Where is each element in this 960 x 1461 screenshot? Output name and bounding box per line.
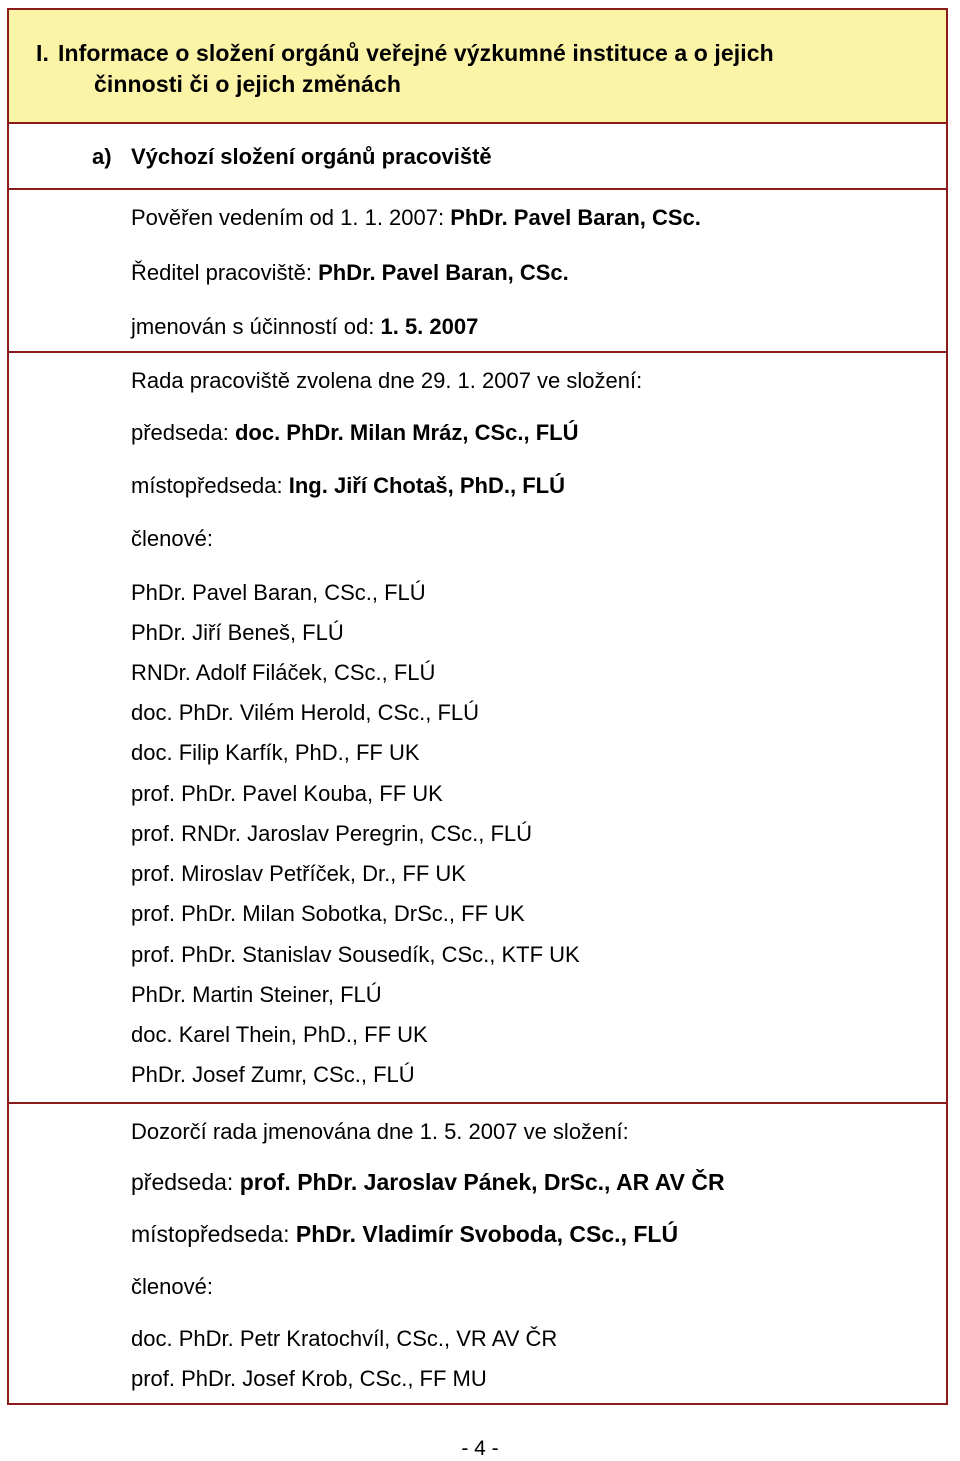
council-member: PhDr. Martin Steiner, FLÚ bbox=[131, 982, 382, 1007]
section-title-line1: Informace o složení orgánů veřejné výzkumné instituce a o jejich bbox=[58, 40, 774, 66]
council-intro: Rada pracoviště zvolena dne 29. 1. 2007 ve složení: bbox=[131, 368, 643, 393]
council-member: prof. PhDr. Pavel Kouba, FF UK bbox=[131, 781, 443, 806]
council-member: doc. PhDr. Vilém Herold, CSc., FLÚ bbox=[131, 700, 480, 725]
section-header bbox=[9, 10, 946, 124]
separator bbox=[9, 1102, 946, 1104]
director-line: Ředitel pracoviště: PhDr. Pavel Baran, CSc. bbox=[131, 260, 569, 285]
council-member: RNDr. Adolf Filáček, CSc., FLÚ bbox=[131, 660, 436, 685]
council-member: PhDr. Jiří Beneš, FLÚ bbox=[131, 620, 344, 645]
separator bbox=[9, 188, 946, 190]
supervisory-chair: předseda: prof. PhDr. Jaroslav Pánek, DrSc., AR AV ČR bbox=[131, 1169, 725, 1195]
council-chair: předseda: doc. PhDr. Milan Mráz, CSc., FLÚ bbox=[131, 420, 579, 445]
council-vice: místopředseda: Ing. Jiří Chotaš, PhD., FLÚ bbox=[131, 473, 565, 498]
council-member: PhDr. Pavel Baran, CSc., FLÚ bbox=[131, 580, 426, 605]
council-members-label: členové: bbox=[131, 526, 213, 551]
council-member: doc. Filip Karfík, PhD., FF UK bbox=[131, 740, 420, 765]
council-member: prof. Miroslav Petříček, Dr., FF UK bbox=[131, 861, 466, 886]
effective-line: jmenován s účinností od: 1. 5. 2007 bbox=[131, 314, 479, 339]
supervisory-intro: Dozorčí rada jmenována dne 1. 5. 2007 ve složení: bbox=[131, 1119, 629, 1144]
council-member: doc. Karel Thein, PhD., FF UK bbox=[131, 1022, 428, 1047]
section-title-line2: činnosti či o jejich změnách bbox=[94, 71, 401, 97]
council-member: prof. PhDr. Milan Sobotka, DrSc., FF UK bbox=[131, 901, 525, 926]
appointed-line: Pověřen vedením od 1. 1. 2007: PhDr. Pavel Baran, CSc. bbox=[131, 205, 701, 230]
supervisory-vice: místopředseda: PhDr. Vladimír Svoboda, CSc., FLÚ bbox=[131, 1221, 679, 1247]
supervisory-member: prof. PhDr. Josef Krob, CSc., FF MU bbox=[131, 1366, 487, 1391]
council-member: PhDr. Josef Zumr, CSc., FLÚ bbox=[131, 1062, 415, 1087]
subsection-label: a) bbox=[92, 144, 112, 169]
page-number: - 4 - bbox=[461, 1437, 499, 1460]
supervisory-members-label: členové: bbox=[131, 1274, 213, 1299]
council-member: prof. PhDr. Stanislav Sousedík, CSc., KTF UK bbox=[131, 942, 580, 967]
section-number: I. bbox=[36, 40, 49, 66]
separator bbox=[9, 351, 946, 353]
supervisory-member: doc. PhDr. Petr Kratochvíl, CSc., VR AV ČR bbox=[131, 1326, 558, 1351]
council-member: prof. RNDr. Jaroslav Peregrin, CSc., FLÚ bbox=[131, 821, 533, 846]
subsection-title: Výchozí složení orgánů pracoviště bbox=[131, 144, 492, 169]
